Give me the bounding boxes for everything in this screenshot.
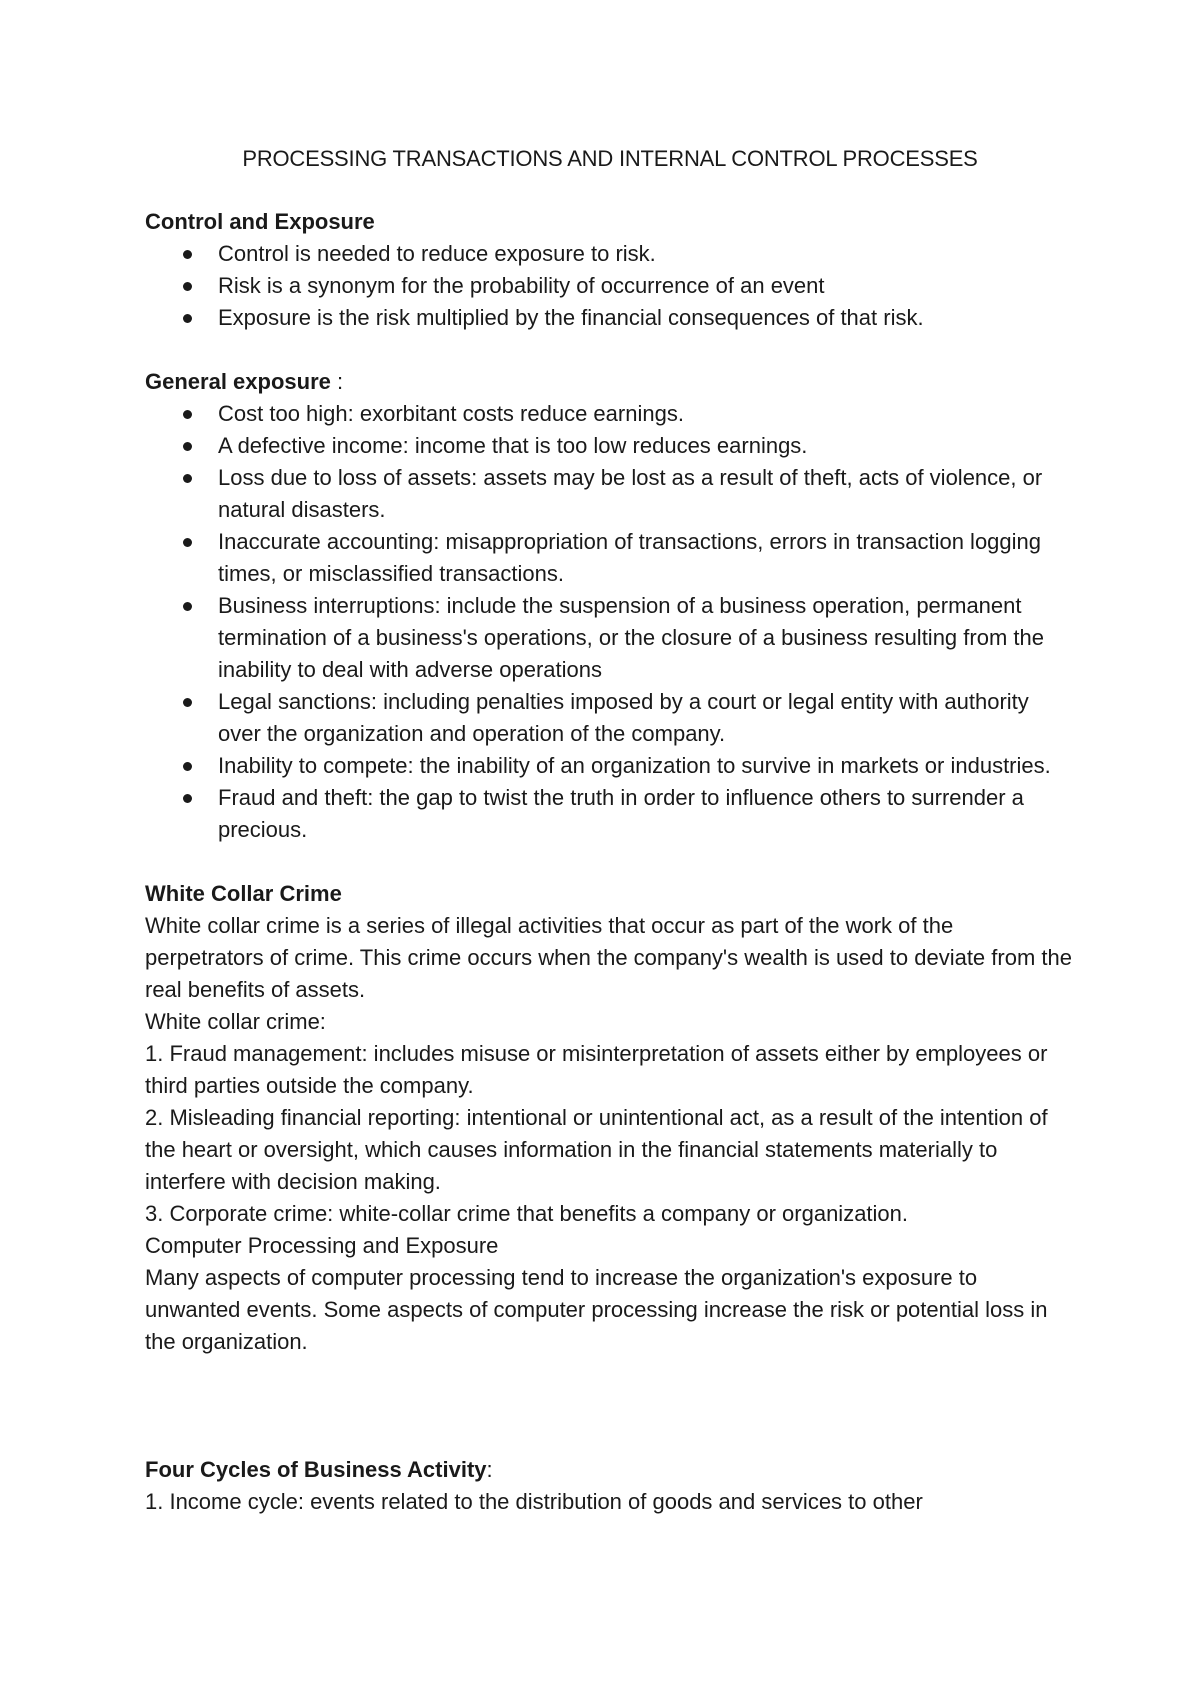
spacer — [145, 846, 1075, 878]
paragraph: Many aspects of computer processing tend to increase the organization's exposure to unwanted events. Some aspects of computer processing increase the risk or potential loss in the organization. — [145, 1265, 1048, 1354]
list-item — [218, 526, 1075, 590]
bullet-list — [145, 238, 1075, 334]
section-heading: Control and Exposure — [145, 209, 375, 234]
list-label: White collar crime: — [145, 1009, 326, 1034]
numbered-item: 3. Corporate crime: white-collar crime that benefits a company or organization. — [145, 1201, 909, 1226]
section-heading — [145, 366, 1075, 398]
section-heading-text: Four Cycles of Business Activity — [145, 1457, 487, 1482]
list-item — [218, 782, 1075, 846]
bullet-list — [145, 398, 1075, 846]
bullet-icon — [183, 250, 192, 259]
section-heading: White Collar Crime — [145, 881, 342, 906]
bullet-icon — [183, 538, 192, 547]
bullet-icon — [183, 314, 192, 323]
numbered-item: 1. Income cycle: events related to the distribution of goods and services to other — [145, 1489, 923, 1514]
list-item-text: Fraud and theft: the gap to twist the truth in order to influence others to surrender a precious. — [218, 785, 1024, 842]
list-item — [218, 462, 1075, 526]
list-item-text: Inaccurate accounting: misappropriation of transactions, errors in transaction logging times, or misclassified transactions. — [218, 529, 1042, 586]
spacer — [145, 334, 1075, 366]
section-heading — [145, 1454, 1075, 1486]
numbered-item: 1. Fraud management: includes misuse or misinterpretation of assets either by employees or third parties outside the company. — [145, 1041, 1048, 1098]
bullet-icon — [183, 474, 192, 483]
heading-suffix: : — [486, 1457, 493, 1482]
list-item-text: Risk is a synonym for the probability of occurrence of an event — [218, 273, 825, 298]
bullet-icon — [183, 698, 192, 707]
section-heading-text: General exposure — [145, 369, 331, 394]
list-item — [218, 398, 1075, 430]
paragraph: White collar crime is a series of illegal activities that occur as part of the work of the perpetrators of crime. This crime occurs when the company's wealth is used to deviate from the real benefits of assets. — [145, 913, 1072, 1002]
section-control-exposure — [145, 206, 1075, 334]
list-item-text: Cost too high: exorbitant costs reduce earnings. — [218, 401, 684, 426]
bullet-icon — [183, 282, 192, 291]
section-white-collar-crime — [145, 878, 1075, 1358]
list-item-text: A defective income: income that is too low reduces earnings. — [218, 433, 808, 458]
section-general-exposure — [145, 366, 1075, 846]
list-item-text: Business interruptions: include the suspension of a business operation, permanent termination of a business's operations, or the closure of a business resulting from the inability to deal with adverse operations — [218, 593, 1044, 682]
list-item — [218, 270, 1075, 302]
bullet-icon — [183, 794, 192, 803]
list-item — [218, 302, 1075, 334]
document-title: PROCESSING TRANSACTIONS AND INTERNAL CONTROL PROCESSES — [242, 146, 978, 171]
list-item-text: Exposure is the risk multiplied by the financial consequences of that risk. — [218, 305, 924, 330]
list-item-text: Legal sanctions: including penalties imposed by a court or legal entity with authority over the organization and operation of the company. — [218, 689, 1029, 746]
spacer — [145, 1358, 1075, 1454]
subheading: Computer Processing and Exposure — [145, 1233, 499, 1258]
bullet-icon — [183, 442, 192, 451]
list-item-text: Control is needed to reduce exposure to risk. — [218, 241, 656, 266]
numbered-item: 2. Misleading financial reporting: intentional or unintentional act, as a result of the intention of the heart or oversight, which causes information in the financial statements materially to interfere with decision making. — [145, 1105, 1048, 1194]
list-item-text: Inability to compete: the inability of an organization to survive in markets or industries. — [218, 753, 1051, 778]
document-page — [145, 143, 1075, 1518]
list-item — [218, 686, 1075, 750]
heading-suffix: : — [330, 369, 344, 394]
list-item — [218, 750, 1075, 782]
list-item — [218, 430, 1075, 462]
list-item — [218, 590, 1075, 686]
section-four-cycles — [145, 1454, 1075, 1518]
list-item — [218, 238, 1075, 270]
bullet-icon — [183, 410, 192, 419]
bullet-icon — [183, 602, 192, 611]
bullet-icon — [183, 762, 192, 771]
list-item-text: Loss due to loss of assets: assets may be lost as a result of theft, acts of violence, or natural disasters. — [218, 465, 1043, 522]
